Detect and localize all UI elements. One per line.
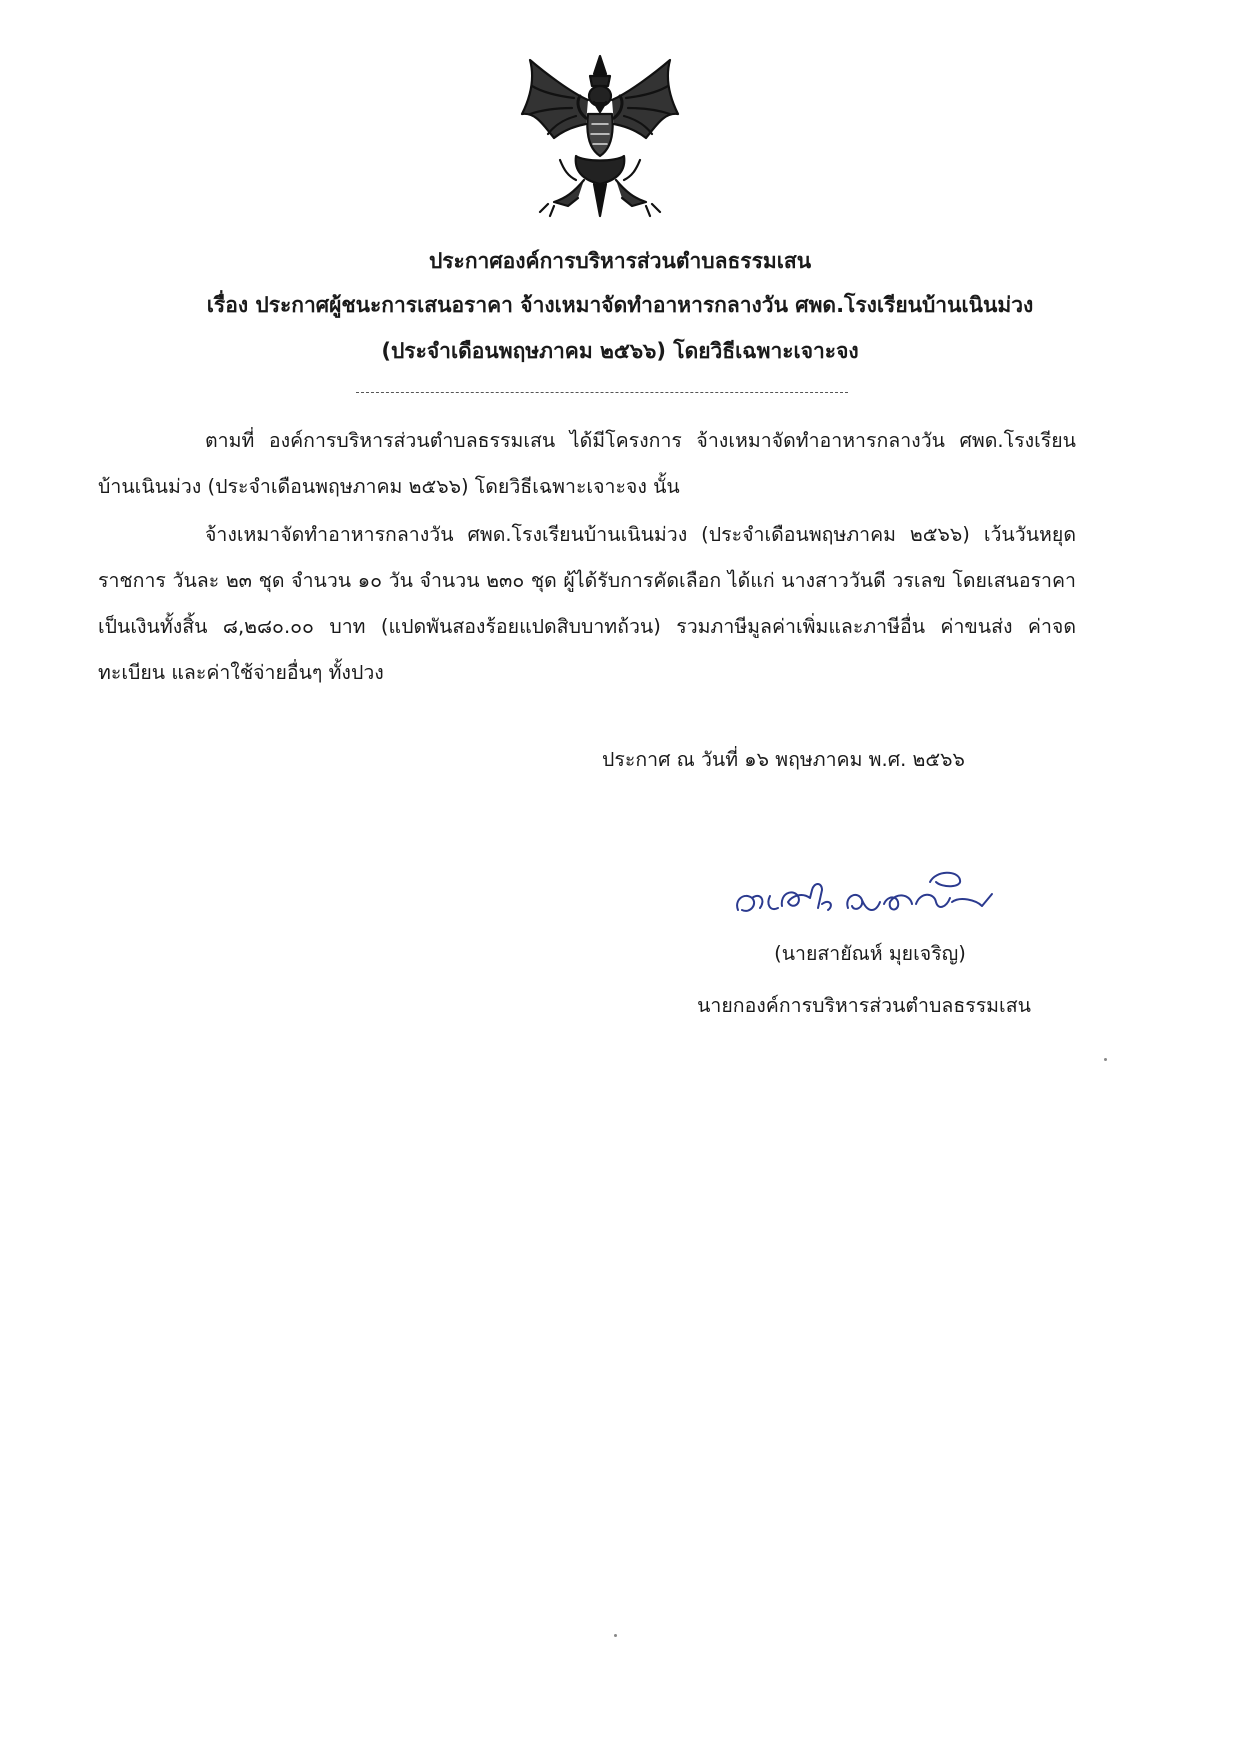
announcement-subject: เรื่อง ประกาศผู้ชนะการเสนอราคา จ้างเหมาจัดทำอาหารกลางวัน ศพด.โรงเรียนบ้านเนินม่วง bbox=[206, 293, 1034, 317]
signer-name: (นายสายัณห์ มุยเจริญ) bbox=[774, 942, 966, 965]
scan-speck bbox=[614, 1634, 617, 1637]
handwritten-signature bbox=[730, 852, 1010, 932]
heading-separator bbox=[356, 392, 848, 393]
announcement-subject-continued: (ประจำเดือนพฤษภาคม ๒๕๖๖) โดยวิธีเฉพาะเจาะจง bbox=[381, 339, 859, 363]
paragraph-award: จ้างเหมาจัดทำอาหารกลางวัน ศพด.โรงเรียนบ้านเนินม่วง (ประจำเดือนพฤษภาคม ๒๕๖๖) เว้นวันหยุดราชการ วันละ ๒๓ ชุด จำนวน ๑๐ วัน จำนวน ๒๓๐ ชุด ผู้ได้รับการคัดเลือก ได้แก่ นางสาววันดี วรเลข โดยเสนอราคา เป็นเงินทั้งสิ้น ๘,๒๘๐.๐๐ บาท (แปดพันสองร้อยแปดสิบบาทถ้วน) รวมภาษีมูลค่าเพิ่มและภาษีอื่น ค่าขนส่ง ค่าจดทะเบียน และค่าใช้จ่ายอื่นๆ ทั้งปวง bbox=[98, 523, 1076, 684]
signer-position: นายกองค์การบริหารส่วนตำบลธรรมเสน bbox=[697, 994, 1031, 1017]
paragraph-project: ตามที่ องค์การบริหารส่วนตำบลธรรมเสน ได้มีโครงการ จ้างเหมาจัดทำอาหารกลางวัน ศพด.โรงเรียนบ้านเนินม่วง (ประจำเดือนพฤษภาคม ๒๕๖๖) โดยวิธีเฉพาะเจาะจง นั้น bbox=[98, 429, 1076, 498]
announcement-title: ประกาศองค์การบริหารส่วนตำบลธรรมเสน bbox=[428, 249, 812, 273]
scan-speck bbox=[1104, 1058, 1107, 1061]
announcement-date: ประกาศ ณ วันที่ ๑๖ พฤษภาคม พ.ศ. ๒๕๖๖ bbox=[602, 748, 965, 771]
garuda-emblem-icon bbox=[514, 52, 686, 220]
